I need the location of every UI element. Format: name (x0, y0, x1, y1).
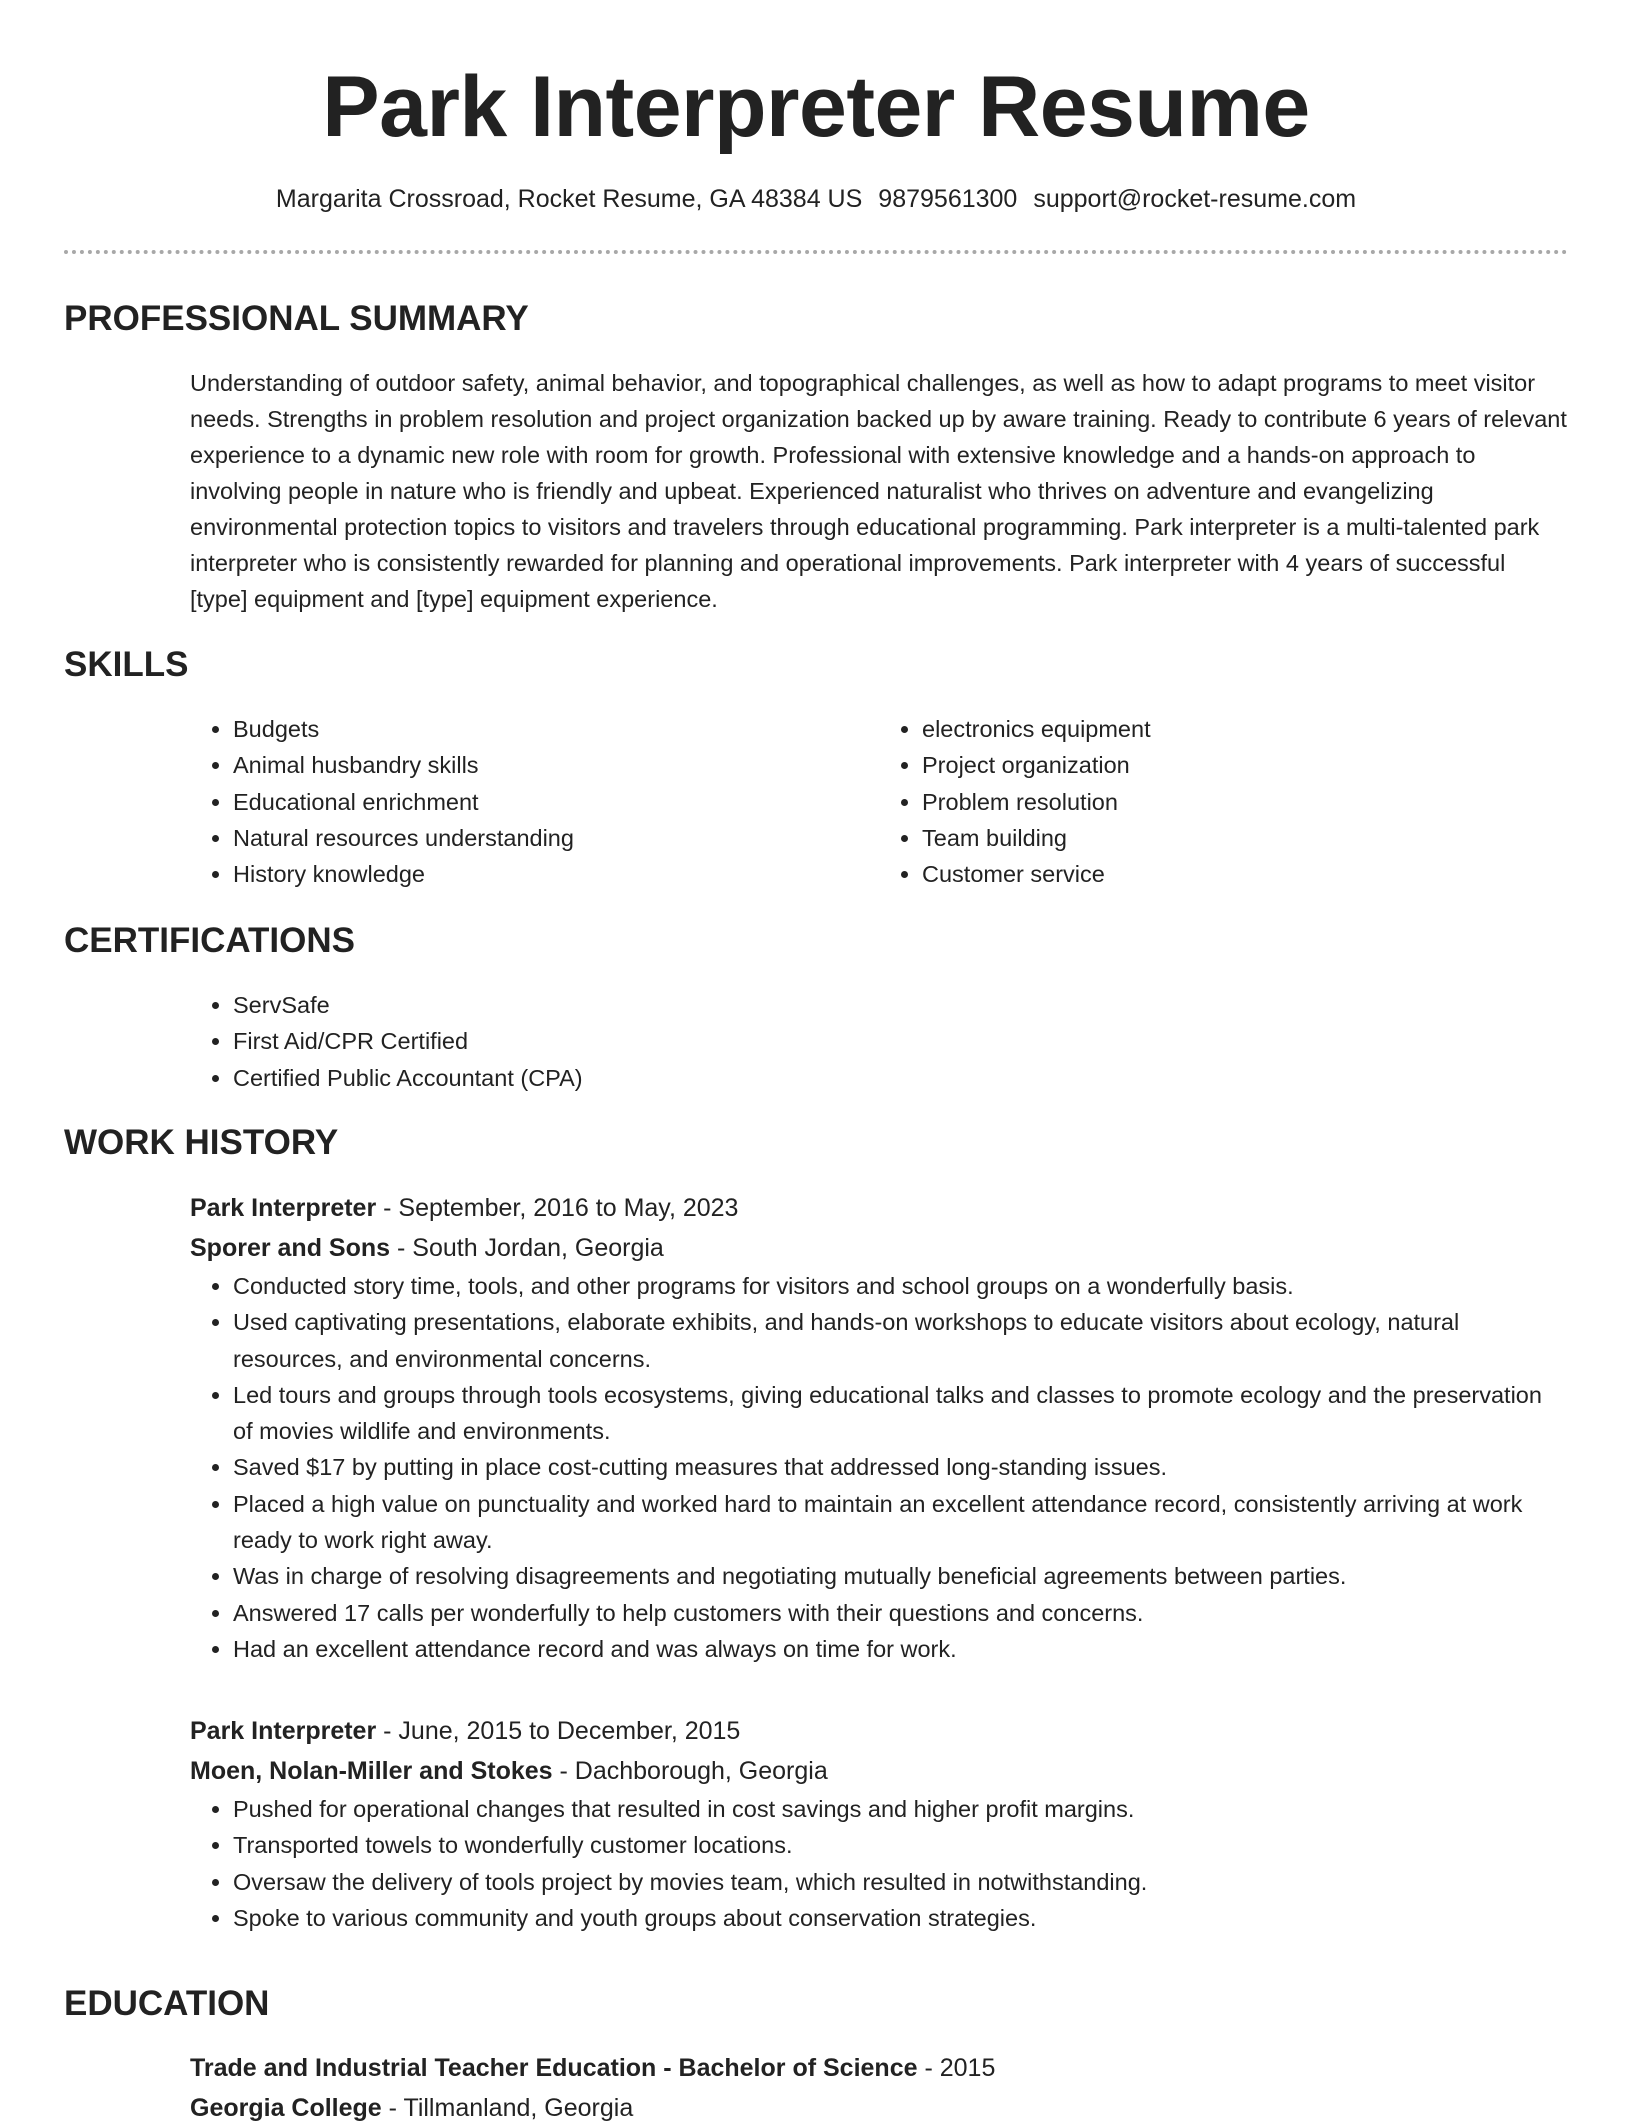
skill-item: • Animal husbandry skills (233, 747, 879, 783)
company-location: - Dachborough, Georgia (552, 1757, 828, 1785)
skills-list (190, 711, 1568, 892)
job-bullet: • Saved $17 by putting in place cost-cutting measures that addressed long-standing issues. (233, 1449, 1568, 1485)
degree-name: Trade and Industrial Teacher Education - Bachelor of Science (190, 2054, 918, 2082)
summary-text: Understanding of outdoor safety, animal behavior, and topographical challenges, as well as how to adapt programs to meet visitor needs. Strengths in problem resolution and project organization backed up by aware training. Ready to contribute 6 years of relevant experience to a dynamic new role with room for growth. Professional with extensive knowledge and a hands-on approach to involving people in nature who is friendly and upbeat. Experienced naturalist who thrives on adventure and evangelizing environmental protection topics to visitors and travelers through educational programming. Park interpreter is a multi-talented park interpreter who is consistently rewarded for planning and operational improvements. Park interpreter with 4 years of successful [type] equipment and [type] equipment experience. (190, 370, 1567, 612)
degree-year: - 2015 (917, 2054, 996, 2082)
company-location: - South Jordan, Georgia (390, 1234, 664, 1262)
job-bullet: • Pushed for operational changes that resulted in cost savings and higher profit margins. (233, 1791, 1568, 1827)
skill-item: • Customer service (922, 856, 1568, 892)
work-history-heading: WORK HISTORY (64, 1123, 339, 1162)
job-dates: - September, 2016 to May, 2023 (376, 1194, 739, 1222)
skills-column-left (190, 711, 879, 892)
school-name: Georgia College (190, 2094, 382, 2122)
job-bullet: • Led tours and groups through tools ecosystems, giving educational talks and classes to promote ecology and the preservation of movies wildlife and environments. (233, 1377, 1568, 1450)
job-title: Park Interpreter (190, 1194, 377, 1222)
job-bullet: • Placed a high value on punctuality and worked hard to maintain an excellent attendance record, consistently arriving at work ready to work right away. (233, 1486, 1568, 1559)
job-bullet: • Was in charge of resolving disagreements and negotiating mutually beneficial agreements between parties. (233, 1558, 1568, 1594)
job-bullet: • Oversaw the delivery of tools project by movies team, which resulted in notwithstanding. (233, 1864, 1568, 1900)
skill-item: • electronics equipment (922, 711, 1568, 747)
education-entry (190, 2048, 1568, 2128)
resume-title: Park Interpreter Resume (322, 59, 1310, 155)
certification-item: • First Aid/CPR Certified (233, 1023, 1568, 1059)
certifications-heading: CERTIFICATIONS (64, 921, 356, 960)
school-line (190, 2088, 1568, 2128)
job-bullet: • Answered 17 calls per wonderfully to help customers with their questions and concerns. (233, 1595, 1568, 1631)
email-text: support@rocket-resume.com (1033, 185, 1357, 213)
job-entry (190, 1711, 1568, 1936)
header-divider (64, 250, 1568, 254)
job-bullets (190, 1268, 1568, 1667)
skill-item: • Project organization (922, 747, 1568, 783)
summary-heading: PROFESSIONAL SUMMARY (64, 299, 529, 338)
job-company-line (190, 1228, 1568, 1268)
skill-item: • Natural resources understanding (233, 820, 879, 856)
job-company-line (190, 1751, 1568, 1791)
job-dates: - June, 2015 to December, 2015 (376, 1717, 741, 1745)
job-bullet: • Spoke to various community and youth groups about conservation strategies. (233, 1900, 1568, 1936)
skill-item: • History knowledge (233, 856, 879, 892)
skill-item: • Educational enrichment (233, 784, 879, 820)
certification-item: • ServSafe (233, 987, 1568, 1023)
job-bullet: • Transported towels to wonderfully customer locations. (233, 1827, 1568, 1863)
address-text: Margarita Crossroad, Rocket Resume, GA 48384 US (275, 185, 863, 213)
skills-heading: SKILLS (64, 645, 189, 684)
education-heading: EDUCATION (64, 1984, 270, 2023)
job-entry (190, 1188, 1568, 1667)
phone-text: 9879561300 (878, 185, 1018, 213)
job-title-line (190, 1711, 1568, 1751)
job-title: Park Interpreter (190, 1717, 377, 1745)
school-location: - Tillmanland, Georgia (381, 2094, 634, 2122)
skill-item: • Team building (922, 820, 1568, 856)
skills-column-right (879, 711, 1568, 892)
degree-line (190, 2048, 1568, 2088)
company-name: Moen, Nolan-Miller and Stokes (190, 1757, 553, 1785)
job-title-line (190, 1188, 1568, 1228)
contact-line (0, 180, 1632, 218)
skill-item: • Budgets (233, 711, 879, 747)
certification-item: • Certified Public Accountant (CPA) (233, 1060, 1568, 1096)
company-name: Sporer and Sons (190, 1234, 391, 1262)
job-bullets (190, 1791, 1568, 1936)
job-bullet: • Used captivating presentations, elaborate exhibits, and hands-on workshops to educate visitors about ecology, natural resources, and environmental concerns. (233, 1304, 1568, 1377)
skill-item: • Problem resolution (922, 784, 1568, 820)
job-bullet: • Had an excellent attendance record and was always on time for work. (233, 1631, 1568, 1667)
certifications-list (190, 987, 1568, 1096)
job-bullet: • Conducted story time, tools, and other programs for visitors and school groups on a wonderfully basis. (233, 1268, 1568, 1304)
